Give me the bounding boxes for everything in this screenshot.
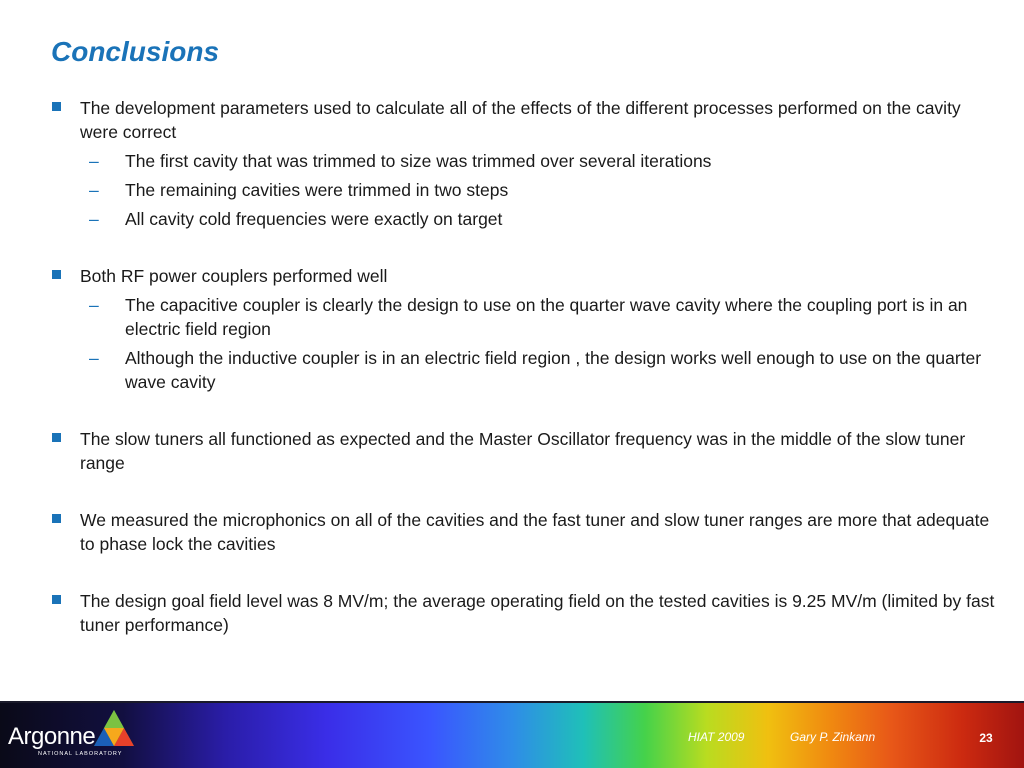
square-bullet-icon xyxy=(52,433,61,442)
bullet-item xyxy=(48,264,998,288)
bullet-text: We measured the microphonics on all of the cavities and the fast tuner and slow tuner ranges are more that adequate to phase lock the cavities xyxy=(80,510,990,554)
bullet-text: The development parameters used to calculate all of the effects of the different processes performed on the cavity were correct xyxy=(80,98,961,142)
bullet-item xyxy=(48,427,998,475)
bullet-text: Both RF power couplers performed well xyxy=(80,266,388,286)
logo-wordmark: Argonne xyxy=(8,723,96,750)
argonne-logo xyxy=(8,709,136,763)
dash-bullet-icon: – xyxy=(89,348,99,368)
bullet-text: The design goal field level was 8 MV/m; the average operating field on the tested cavities is 9.25 MV/m (limited by fast tuner performance) xyxy=(80,591,995,635)
sub-bullet-text: The capacitive coupler is clearly the design to use on the quarter wave cavity where the coupling port is in an electric field region xyxy=(125,295,968,339)
sub-bullet-item xyxy=(48,178,998,202)
dash-bullet-icon: – xyxy=(89,209,99,229)
square-bullet-icon xyxy=(52,595,61,604)
bullet-item xyxy=(48,96,998,144)
page-number: 23 xyxy=(979,731,993,745)
slide-title: Conclusions xyxy=(51,36,220,67)
square-bullet-icon xyxy=(52,514,61,523)
sub-bullet-item xyxy=(48,346,998,394)
sub-bullet-text: The first cavity that was trimmed to size was trimmed over several iterations xyxy=(125,151,712,171)
slide-content xyxy=(48,96,998,637)
dash-bullet-icon: – xyxy=(89,295,99,315)
square-bullet-icon xyxy=(52,102,61,111)
sub-bullet-text: Although the inductive coupler is in an electric field region , the design works well enough to use on the quarter wave cavity xyxy=(125,348,982,392)
footer-event: HIAT 2009 xyxy=(688,730,745,744)
bullet-item xyxy=(48,589,998,637)
sub-bullet-item xyxy=(48,207,998,231)
bullet-item xyxy=(48,508,998,556)
footer-author: Gary P. Zinkann xyxy=(790,730,876,744)
sub-bullet-item xyxy=(48,149,998,173)
logo-subtitle: NATIONAL LABORATORY xyxy=(38,751,123,757)
dash-bullet-icon: – xyxy=(89,151,99,171)
sub-bullet-text: All cavity cold frequencies were exactly on target xyxy=(125,209,503,229)
argonne-triangle-icon xyxy=(93,709,135,749)
square-bullet-icon xyxy=(52,270,61,279)
sub-bullet-text: The remaining cavities were trimmed in two steps xyxy=(125,180,509,200)
bullet-text: The slow tuners all functioned as expected and the Master Oscillator frequency was in the middle of the slow tuner range xyxy=(80,429,966,473)
dash-bullet-icon: – xyxy=(89,180,99,200)
sub-bullet-item xyxy=(48,293,998,341)
